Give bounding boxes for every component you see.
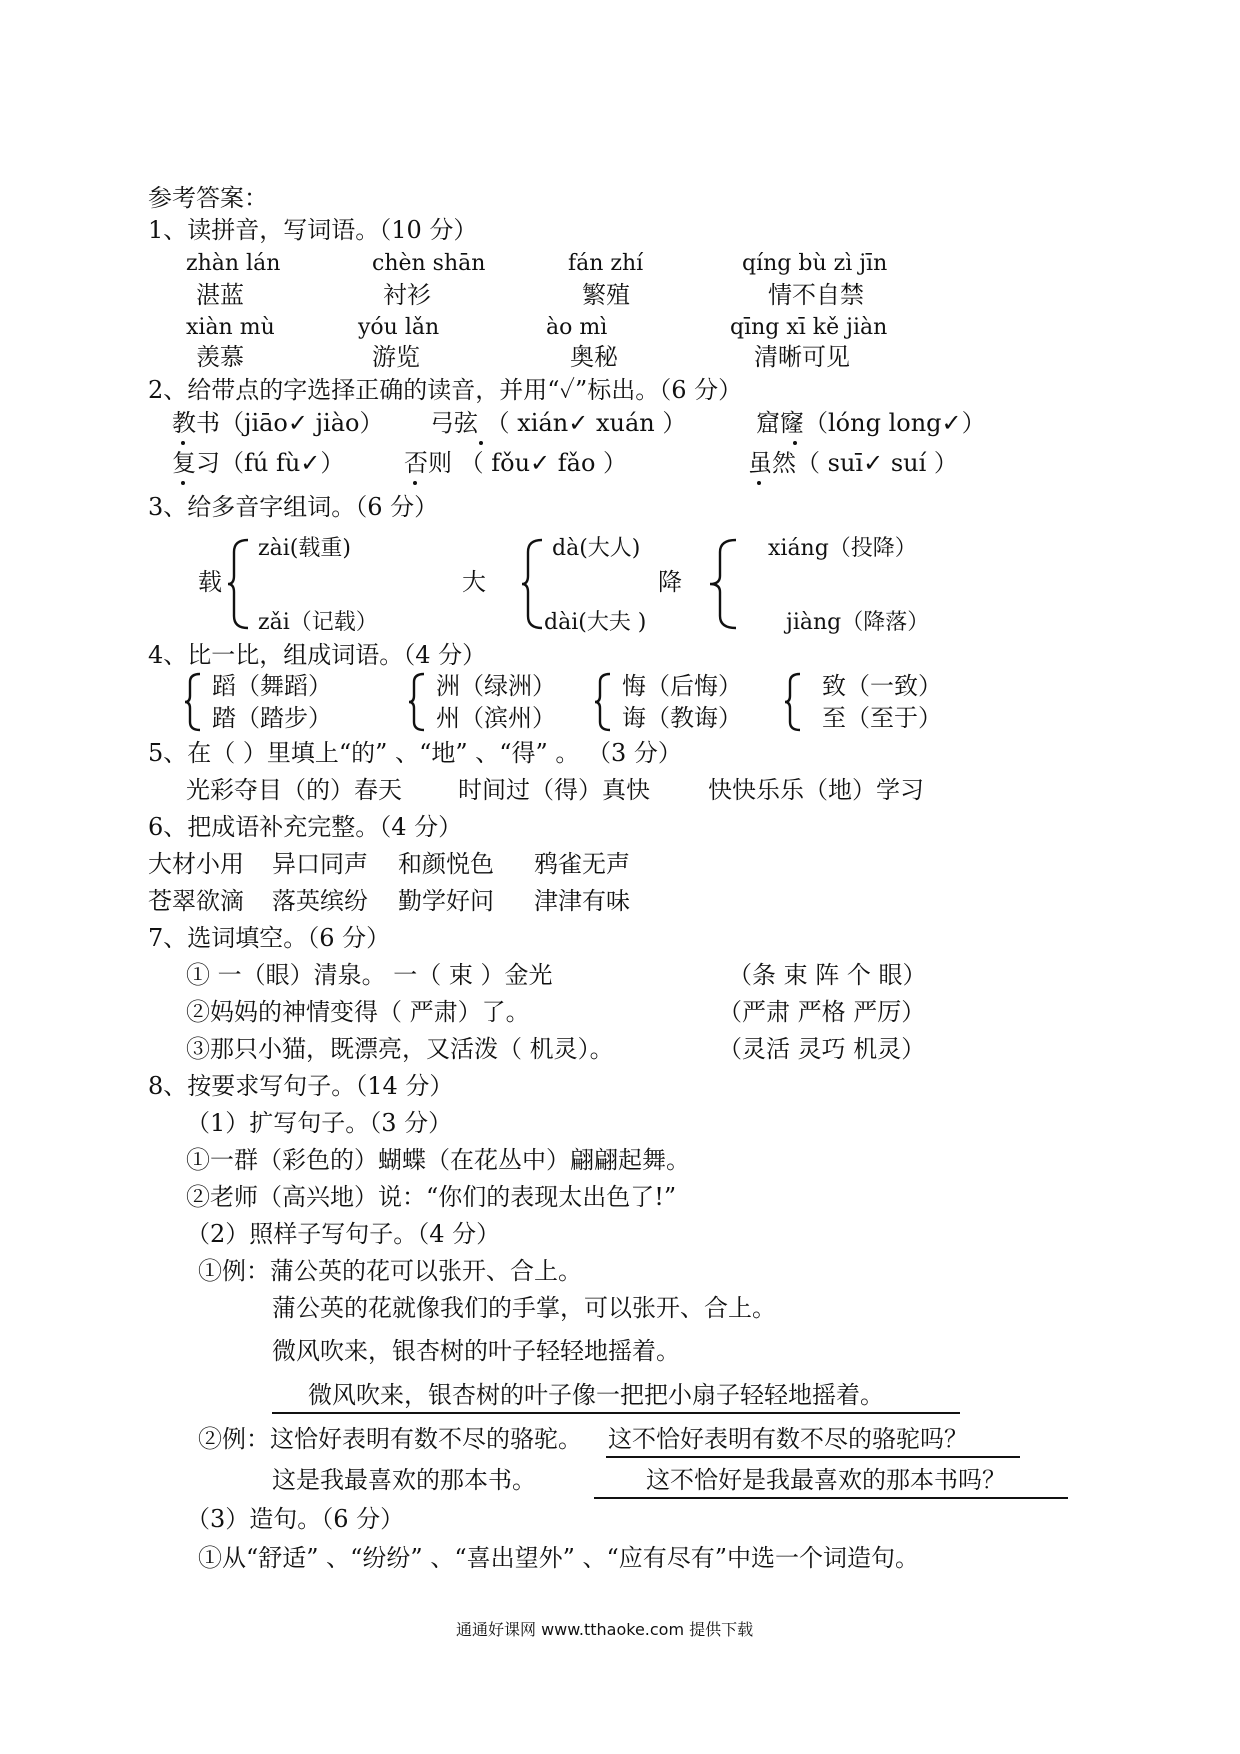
q8-example: ①例：蒲公英的花可以张开、合上。 (198, 1257, 582, 1285)
emphasis-dot (181, 441, 185, 445)
emphasis-dot (479, 441, 483, 445)
q3-item: dài(大夫 ) (544, 610, 647, 635)
q8-sub-title: （1）扩写句子。（3 分） (186, 1109, 453, 1137)
q3-item: xiáng（投降） (768, 536, 917, 561)
q7-options: （灵活 灵巧 机灵） (718, 1035, 926, 1063)
q7-options: （严肃 严格 严厉） (718, 998, 926, 1026)
q2-item: 窟窿（lóng long✓） (756, 409, 986, 437)
q1-title: 1、读拼音，写词语。（10 分） (148, 216, 478, 244)
q8-example: ②例：这恰好表明有数不尽的骆驼。 (198, 1425, 582, 1453)
q8-answer: 这不恰好表明有数不尽的骆驼吗？ (608, 1425, 968, 1453)
q3-item: jiàng（降落） (786, 610, 930, 635)
q3-item: zài(载重) (258, 536, 351, 561)
q1-word: 清晰可见 (754, 343, 850, 371)
q1-word: 湛蓝 (196, 281, 244, 309)
q1-pinyin: fán zhí (568, 251, 644, 276)
q6-idiom: 勤学好问 (398, 887, 494, 915)
q3-char: 大 (462, 568, 486, 596)
answer-underline (606, 1456, 1020, 1458)
q8-sub-title: （3）造句。（6 分） (186, 1505, 405, 1533)
q5-title: 5、在（ ）里填上“的” 、“地” 、“得” 。 （3 分） (148, 739, 682, 767)
q4-word: 至（至于） (822, 704, 942, 732)
left-brace (708, 538, 738, 630)
q2-item: 复习（fú fù✓） (172, 449, 345, 477)
left-brace (594, 672, 612, 732)
q2-item: 虽然（ suī✓ suí ） (748, 449, 958, 477)
q1-pinyin: qīng xī kě jiàn (730, 315, 888, 340)
q8-line: 蒲公英的花就像我们的手掌，可以张开、合上。 (272, 1294, 776, 1322)
q4-word: 诲（教诲） (622, 704, 742, 732)
q3-title: 3、给多音字组词。（6 分） (148, 493, 439, 521)
q4-word: 洲（绿洲） (436, 672, 556, 700)
q4-word: 蹈（舞蹈） (212, 672, 332, 700)
q6-idiom: 津津有味 (534, 887, 630, 915)
emphasis-dot (181, 481, 185, 485)
q8-line: ①从“舒适” 、“纷纷” 、“喜出望外” 、“应有尽有”中选一个词造句。 (198, 1544, 920, 1572)
left-brace (408, 672, 426, 732)
q1-word: 奥秘 (570, 343, 618, 371)
q6-idiom: 落英缤纷 (272, 887, 368, 915)
emphasis-dot (413, 481, 417, 485)
emphasis-dot (757, 481, 761, 485)
q7-title: 7、选词填空。（6 分） (148, 924, 391, 952)
q2-item: 教书（jiāo✓ jiào） (172, 409, 384, 437)
q8-line: 微风吹来，银杏树的叶子轻轻地摇着。 (272, 1337, 680, 1365)
q2-title: 2、给带点的字选择正确的读音，并用“✓”标出。（6 分） (148, 376, 743, 404)
q8-answer: 这不恰好是我最喜欢的那本书吗？ (646, 1466, 1006, 1494)
left-brace (520, 538, 544, 630)
q4-word: 踏（踏步） (212, 704, 332, 732)
q2-item: 否则 （ fǒu✓ fǎo ） (404, 449, 628, 477)
emphasis-dot (793, 441, 797, 445)
q1-word: 情不自禁 (768, 281, 864, 309)
q7-line: ②妈妈的神情变得（ 严肃）了。 (186, 998, 530, 1026)
q4-word: 致（一致） (822, 672, 942, 700)
q1-pinyin: qíng bù zì jīn (742, 251, 888, 276)
q8-line: ①一群（彩色的）蝴蝶（在花丛中）翩翩起舞。 (186, 1146, 690, 1174)
left-brace (226, 538, 250, 630)
q8-title: 8、按要求写句子。（14 分） (148, 1072, 454, 1100)
q4-word: 悔（后悔） (622, 672, 742, 700)
q1-pinyin: chèn shān (372, 251, 486, 276)
q5-answer: 光彩夺目（的）春天 (186, 776, 402, 804)
q4-title: 4、比一比，组成词语。（4 分） (148, 641, 487, 669)
q3-char: 载 (198, 568, 222, 596)
q5-answer: 时间过（得）真快 (458, 776, 650, 804)
q6-idiom: 异口同声 (272, 850, 368, 878)
q3-item: dà(大人) (552, 536, 641, 561)
answer-key-header: 参考答案： (148, 184, 268, 212)
left-brace (184, 672, 202, 732)
answer-underline (272, 1412, 960, 1414)
q1-pinyin: ào mì (546, 315, 608, 340)
q6-idiom: 和颜悦色 (398, 850, 494, 878)
q1-pinyin: yóu lǎn (358, 315, 440, 340)
q3-char: 降 (658, 568, 682, 596)
q1-word: 游览 (372, 343, 420, 371)
q7-options: （条 束 阵 个 眼） (728, 961, 927, 989)
q5-answer: 快快乐乐（地）学习 (708, 776, 924, 804)
q8-line: 这是我最喜欢的那本书。 (272, 1466, 536, 1494)
q7-line: ① 一（眼）清泉。 一（ 束 ）金光 (186, 961, 553, 989)
q1-word: 羡慕 (196, 343, 244, 371)
q4-word: 州（滨州） (436, 704, 556, 732)
q2-item: 弓弦 （ xián✓ xuán ） (430, 409, 687, 437)
footer-text: 通通好课网 www.tthaoke.com 提供下载 (456, 1620, 754, 1639)
left-brace (784, 672, 802, 732)
q1-word: 繁殖 (582, 281, 630, 309)
q6-idiom: 鸦雀无声 (534, 850, 630, 878)
q8-answer: 微风吹来，银杏树的叶子像一把把小扇子轻轻地摇着。 (308, 1381, 884, 1409)
q6-idiom: 大材小用 (148, 850, 244, 878)
q6-title: 6、把成语补充完整。（4 分） (148, 813, 463, 841)
answer-underline (594, 1497, 1068, 1499)
q1-pinyin: zhàn lán (186, 251, 281, 276)
q1-pinyin: xiàn mù (186, 315, 275, 340)
q1-word: 衬衫 (383, 281, 431, 309)
q8-sub-title: （2）照样子写句子。（4 分） (186, 1220, 501, 1248)
q7-line: ③那只小猫，既漂亮，又活泼（ 机灵）。 (186, 1035, 614, 1063)
q8-line: ②老师（高兴地）说：“你们的表现太出色了!” (186, 1183, 677, 1211)
q6-idiom: 苍翠欲滴 (148, 887, 244, 915)
q3-item: zǎi（记载） (258, 610, 378, 635)
